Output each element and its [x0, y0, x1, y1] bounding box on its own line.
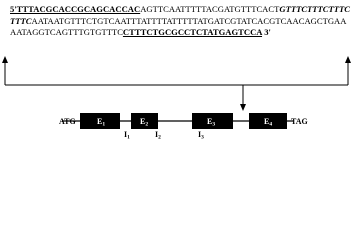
pointer-arrowhead	[240, 104, 246, 111]
sequence-text: AATAGGTCAGTTTGTGTTTC	[10, 27, 123, 37]
stop-codon-label: TAG	[291, 117, 308, 126]
exon-3-label: E3	[207, 117, 216, 128]
forward-primer: 5'TTTACGCACCGCAGCACCAC	[10, 4, 141, 14]
intron-1-label: I1	[124, 130, 130, 139]
sequence-italic-segment: GTTTCTTTCTTTC	[279, 4, 351, 14]
exon-2-label: E2	[140, 117, 149, 128]
sequence-text: AGTTCAATTTTTACGATGTTTCACT	[140, 4, 280, 14]
intron-3-label: I3	[198, 130, 204, 139]
sequence-italic-segment: TTTC	[10, 15, 32, 26]
arrowhead-right	[345, 56, 351, 63]
exon-1-label: E1	[97, 117, 106, 128]
sequence-text: AATAATGTTTCTGTCAATTTATTTTATTTTTATGATCGTATCACGTCAACAGCTGAA	[31, 15, 347, 26]
bracket	[5, 60, 348, 85]
reverse-primer: CTTTCTGCGCCTCTATGAGTCCA	[122, 27, 263, 37]
arrowhead-left	[2, 56, 8, 63]
exon-4-label: E4	[264, 117, 273, 128]
intron-2-label: I2	[155, 130, 161, 139]
sequence-end-label: 3'	[262, 27, 271, 37]
start-codon-label: ATG	[59, 117, 76, 126]
